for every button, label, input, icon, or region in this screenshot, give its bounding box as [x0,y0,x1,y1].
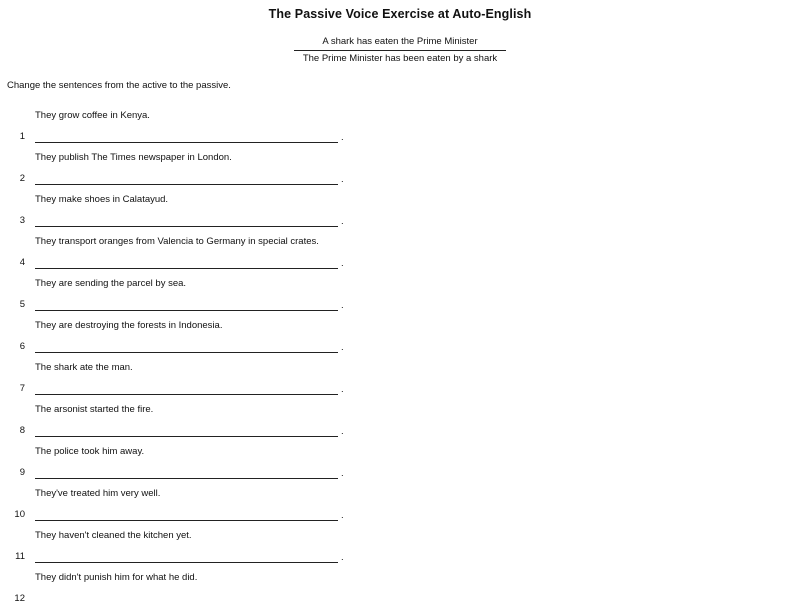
line-period: . [341,300,344,311]
line-period: . [341,342,344,353]
example-active-sentence: A shark has eaten the Prime Minister [322,36,478,47]
exercise-item [0,488,800,530]
exercise-sentence: They transport oranges from Valencia to Germany in special crates. [35,236,319,247]
answer-line[interactable] [35,142,338,143]
exercise-sentence: They are sending the parcel by sea. [35,278,187,289]
exercise-number: 7 [19,383,25,394]
exercise-item [0,446,800,488]
line-period: . [341,510,344,521]
answer-line[interactable] [35,352,338,353]
exercise-item [0,362,800,404]
answer-line[interactable] [35,268,338,269]
page-title: The Passive Voice Exercise at Auto-English [268,7,532,21]
exercise-number: 6 [19,341,25,352]
answer-line[interactable] [35,436,338,437]
exercise-number: 11 [15,551,25,562]
exercise-item [0,194,800,236]
exercise-number: 2 [19,173,25,184]
answer-line[interactable] [35,520,338,521]
answer-line[interactable] [35,394,338,395]
exercise-number: 1 [19,131,25,142]
answer-line[interactable] [35,226,338,227]
exercise-sentence: They publish The Times newspaper in London. [35,152,232,163]
exercise-number: 12 [14,593,25,604]
exercise-number: 4 [19,257,25,268]
exercise-number: 8 [19,425,25,436]
exercise-sentence: They make shoes in Calatayud. [35,194,169,205]
exercise-number: 9 [19,467,25,478]
line-period: . [341,258,344,269]
exercise-sentence: They've treated him very well. [35,488,161,499]
example-divider [294,50,506,51]
exercise-number: 3 [19,215,25,226]
exercise-item [0,572,800,614]
exercise-sentence: They haven't cleaned the kitchen yet. [35,530,192,541]
line-period: . [341,384,344,395]
line-period: . [341,216,344,227]
exercise-sentence: They didn't punish him for what he did. [35,572,198,583]
exercise-item [0,404,800,446]
instructions: Change the sentences from the active to the passive. [7,80,231,91]
answer-line[interactable] [35,478,338,479]
exercise-number: 5 [19,299,25,310]
exercise-sentence: They are destroying the forests in Indonesia. [35,320,223,331]
line-period: . [341,468,344,479]
answer-line[interactable] [35,562,338,563]
exercise-item [0,110,800,152]
exercise-item [0,530,800,572]
line-period: . [341,174,344,185]
line-period: . [341,552,344,563]
line-period: . [341,132,344,143]
exercise-sentence: The police took him away. [35,446,145,457]
exercise-sentence: The arsonist started the fire. [35,404,154,415]
line-period: . [341,426,344,437]
answer-line[interactable] [35,184,338,185]
answer-line[interactable] [35,310,338,311]
exercise-number: 10 [14,509,25,520]
exercise-sentence: The shark ate the man. [35,362,133,373]
exercise-item [0,236,800,278]
exercise-item [0,152,800,194]
example-passive-sentence: The Prime Minister has been eaten by a shark [302,53,498,64]
exercise-item [0,320,800,362]
exercise-item [0,278,800,320]
exercise-sentence: They grow coffee in Kenya. [35,110,150,121]
